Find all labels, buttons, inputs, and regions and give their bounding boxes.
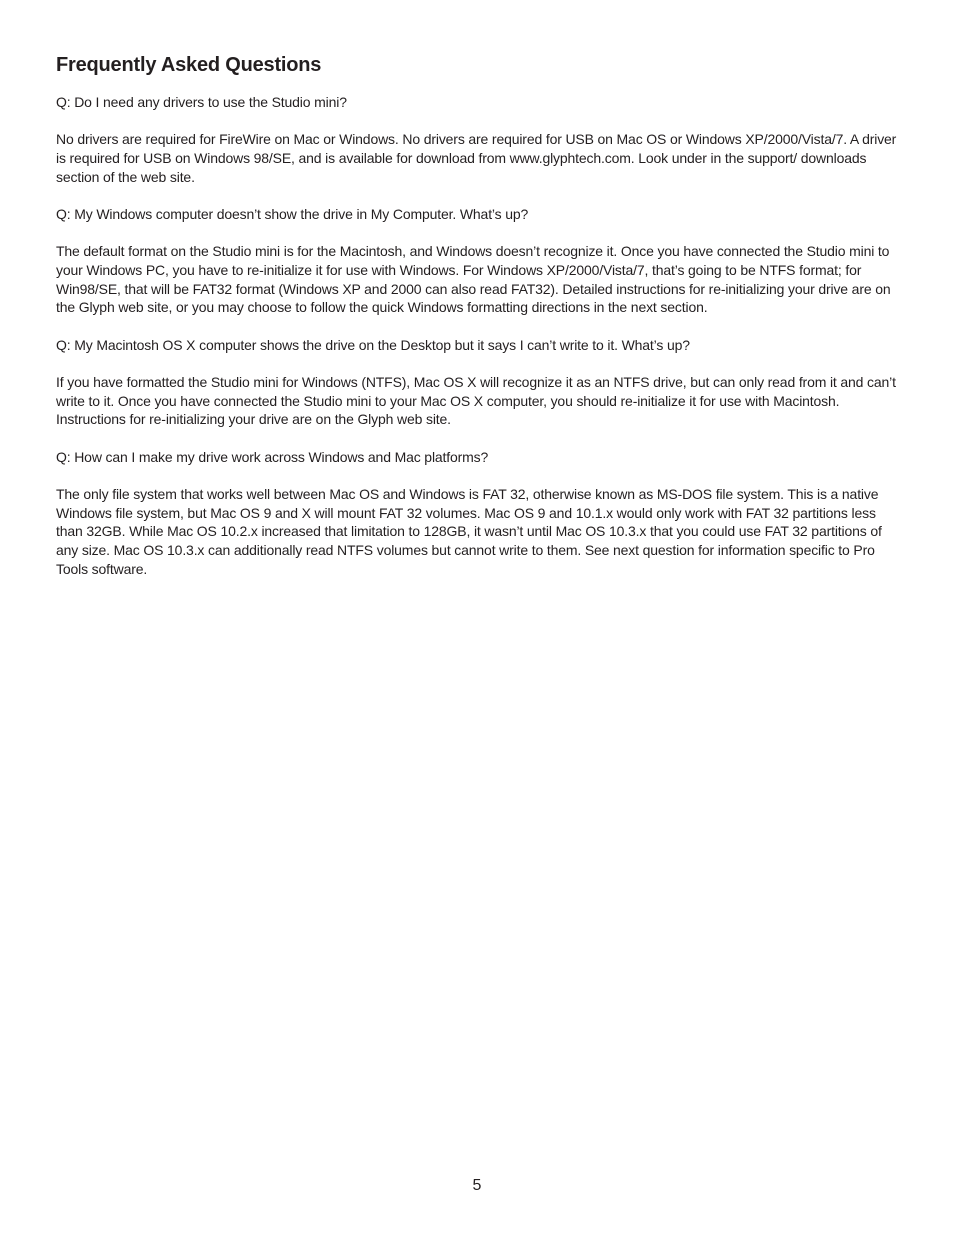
faq-question: Q: How can I make my drive work across Windows and Mac platforms? bbox=[56, 448, 489, 465]
document-page bbox=[56, 52, 902, 597]
faq-answer: The only file system that works well between Mac OS and Windows is FAT 32, otherwise known as MS-DOS file system. This is a native Windows file system, but Mac OS 9 and X will mount FAT 32 volumes. Mac OS 9 and 10.1.x would only work with FAT 32 partitions less than 32GB. While Mac OS 10.2.x increased that limitation to 128GB, it wasn’t until Mac OS 10.3.x that you could use FAT 32 partitions of any size. Mac OS 10.3.x can additionally read NTFS volumes but cannot write to them. See next question for information specific to Pro Tools software. bbox=[56, 486, 882, 577]
faq-question: Q: My Macintosh OS X computer shows the drive on the Desktop but it says I can’t write to it. What’s up? bbox=[56, 336, 690, 353]
faq-list bbox=[56, 93, 902, 579]
faq-question: Q: Do I need any drivers to use the Studio mini? bbox=[56, 94, 347, 110]
faq-answer: If you have formatted the Studio mini for Windows (NTFS), Mac OS X will recognize it as an NTFS drive, but can only read from it and can’t write to it. Once you have connected the Studio mini to your Mac OS X computer, you should re-initialize it for use with Macintosh. Instructions for re-initializing your drive are on the Glyph web site. bbox=[56, 374, 896, 428]
page-number: 5 bbox=[472, 1177, 482, 1194]
faq-question: Q: My Windows computer doesn’t show the drive in My Computer. What’s up? bbox=[56, 206, 529, 222]
faq-answer: No drivers are required for FireWire on Mac or Windows. No drivers are required for USB on Mac OS or Windows XP/2000/Vista/7. A driver is required for USB on Windows 98/SE, and is available for download from www.glyphtech.com. Look under in the support/ downloads section of the web site. bbox=[56, 131, 897, 185]
page-title: Frequently Asked Questions bbox=[56, 54, 322, 76]
faq-answer: The default format on the Studio mini is for the Macintosh, and Windows doesn’t recognize it. Once you have connected the Studio mini to your Windows PC, you have to re-initialize it for use with Windows. For Windows XP/2000/Vista/7, that’s going to be NTFS format; for Win98/SE, that will be FAT32 format (Windows XP and 2000 can also read FAT32). Detailed instructions for re-initializing your drive are on the Glyph web site, or you may choose to follow the quick Windows formatting directions in the next section. bbox=[56, 243, 891, 316]
